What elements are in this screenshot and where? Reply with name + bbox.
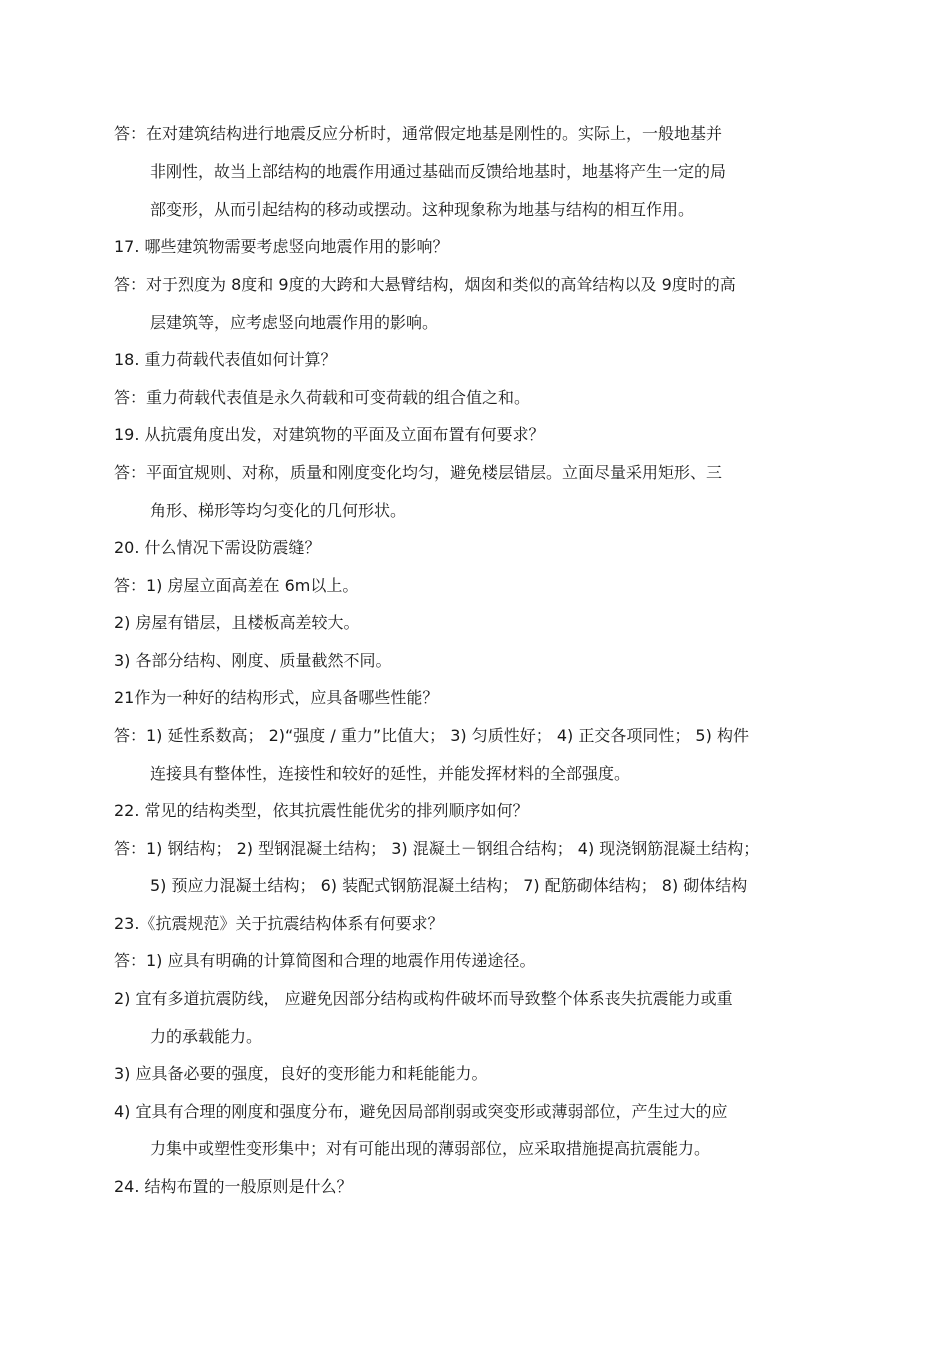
text-line: 答：1) 房屋立面高差在 6m以上。 (114, 576, 359, 595)
text-line: 3) 应具备必要的强度，良好的变形能力和耗能能力。 (114, 1064, 488, 1083)
text-line: 力集中或塑性变形集中；对有可能出现的薄弱部位，应采取措施提高抗震能力。 (150, 1139, 711, 1158)
text-line: 答：1) 延性系数高； 2)“强度 / 重力”比值大； 3) 匀质性好； 4) 正交各项同性； 5) 构件 (114, 726, 749, 745)
text-line: 答：1) 钢结构； 2) 型钢混凝土结构； 3) 混凝土－钢组合结构； 4) 现浇钢筋混凝土结构； (114, 839, 760, 858)
text-line: 2) 宜有多道抗震防线， 应避免因部分结构或构件破坏而导致整个体系丧失抗震能力或重 (114, 989, 733, 1008)
question-heading: 24. 结构布置的一般原则是什么？ (114, 1177, 353, 1196)
text-line: 2) 房屋有错层，且楼板高差较大。 (114, 613, 360, 632)
question-heading: 20. 什么情况下需设防震缝？ (114, 538, 321, 557)
text-line: 3) 各部分结构、刚度、质量截然不同。 (114, 651, 392, 670)
text-line: 答：在对建筑结构进行地震反应分析时，通常假定地基是刚性的。实际上，一般地基并 (114, 124, 723, 143)
text-line: 答：对于烈度为 8度和 9度的大跨和大悬臂结构，烟囱和类似的高耸结构以及 9度时的高 (114, 275, 736, 294)
text-line: 层建筑等，应考虑竖向地震作用的影响。 (150, 313, 439, 332)
text-line: 力的承载能力。 (150, 1027, 263, 1046)
question-heading: 23.《抗震规范》关于抗震结构体系有何要求？ (114, 914, 444, 933)
text-line: 4) 宜具有合理的刚度和强度分布，避免因局部削弱或突变形或薄弱部位，产生过大的应 (114, 1102, 728, 1121)
text-line: 答：平面宜规则、对称，质量和刚度变化均匀，避免楼层错层。立面尽量采用矩形、三 (114, 463, 723, 482)
question-heading: 19. 从抗震角度出发，对建筑物的平面及立面布置有何要求？ (114, 425, 545, 444)
text-line: 答：重力荷载代表值是永久荷载和可变荷载的组合值之和。 (114, 388, 531, 407)
question-heading: 22. 常见的结构类型，依其抗震性能优劣的排列顺序如何？ (114, 801, 529, 820)
question-heading: 18. 重力荷载代表值如何计算？ (114, 350, 337, 369)
question-heading: 17. 哪些建筑物需要考虑竖向地震作用的影响？ (114, 237, 449, 256)
question-heading: 21作为一种好的结构形式，应具备哪些性能？ (114, 688, 439, 707)
text-line: 连接具有整体性，连接性和较好的延性，并能发挥材料的全部强度。 (150, 764, 631, 783)
text-line: 非刚性，故当上部结构的地震作用通过基础而反馈给地基时，地基将产生一定的局 (150, 162, 727, 181)
text-line: 答：1) 应具有明确的计算简图和合理的地震作用传递途径。 (114, 951, 536, 970)
text-line: 部变形，从而引起结构的移动或摆动。这种现象称为地基与结构的相互作用。 (150, 200, 695, 219)
text-line: 角形、梯形等均匀变化的几何形状。 (150, 501, 407, 520)
text-line: 5) 预应力混凝土结构； 6) 装配式钢筋混凝土结构； 7) 配筋砌体结构； 8) 砌体结构 (150, 876, 748, 895)
